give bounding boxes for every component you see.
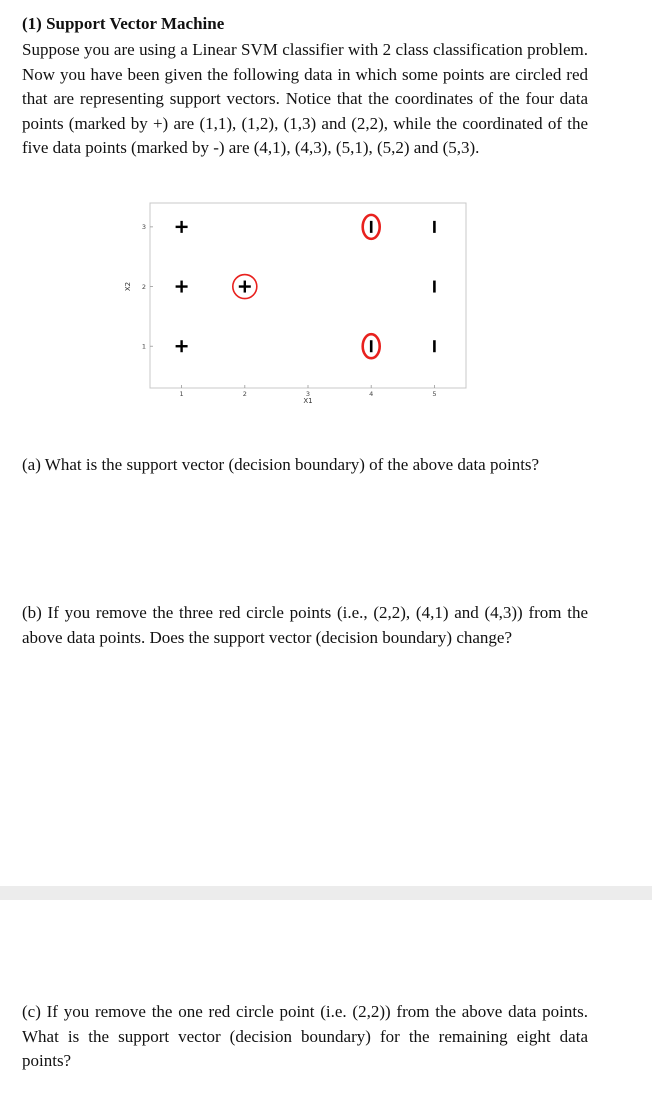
question-c: (c) If you remove the one red circle point (i.e. (2,2)) from the above data points. What is the support vector (decision boundary) for the remaining eight data points? [22,1002,588,1070]
section-title: (1) Support Vector Machine [22,14,225,33]
y-axis-label: X2 [124,281,132,292]
y-tick-label-1: 1 [141,342,146,351]
plot-frame [150,203,466,388]
y-tick-label-2: 2 [141,282,146,291]
question-b: (b) If you remove the three red circle points (i.e., (2,2), (4,1) and (4,3)) from the above data points. Does the support vector (decision boundary) change? [22,603,588,647]
section-divider [0,886,652,900]
y-tick-label-3: 3 [141,223,146,232]
problem-description: Suppose you are using a Linear SVM classifier with 2 class classification problem. Now you have been given the following data in which some points are circled red that are representing support vectors. Notice that the coordinates of the four data points (marked by +) are (1,1), (1,2), (1,3) and (2,2), while the coordinated of the five data points (marked by -) are (4,1), (4,3), (5,1), (5,2) and (5,3). [22,40,588,157]
x-tick-label-1: 1 [179,390,184,398]
x-tick-label-5: 5 [432,390,437,398]
x-tick-label-4: 4 [369,390,374,398]
x-tick-label-3: 3 [305,390,311,398]
x-tick-label-2: 2 [242,390,247,398]
question-a: (a) What is the support vector (decision boundary) of the above data points? [22,455,540,474]
x-axis-label: X1 [303,397,313,405]
svm-scatter-chart [118,198,478,416]
